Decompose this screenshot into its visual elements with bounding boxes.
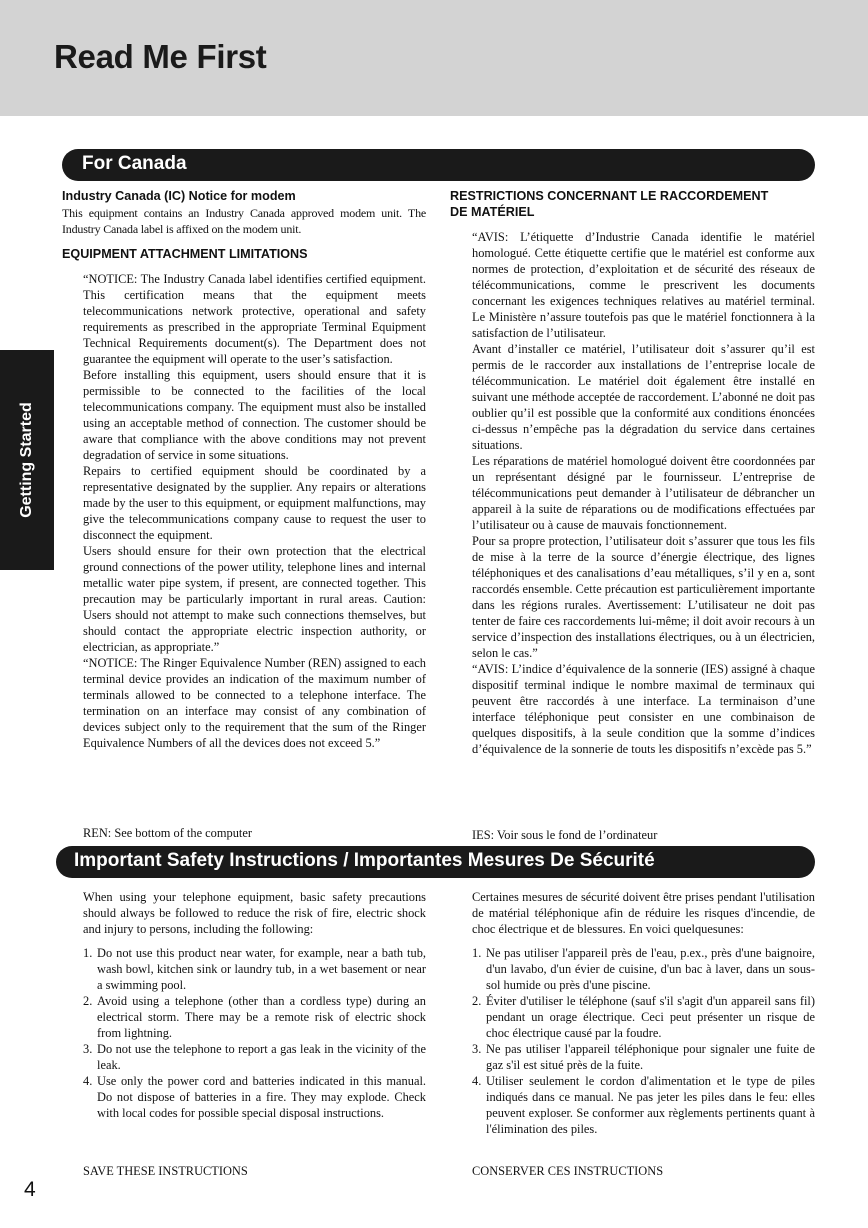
list-item: 1. Do not use this product near water, for example, near a bath tub, wash bowl, kitchen sink or laundry tub, in a wet basement or near a swimming pool. <box>83 946 426 992</box>
limitations-heading: EQUIPMENT ATTACHMENT LIMITATIONS <box>62 247 308 261</box>
restrictions-paragraph: “AVIS: L’indice d’équivalence de la sonnerie (IES) assigné à chaque dispositif terminal indique le nombre maximal de terminaux qui peuvent être raccordés à une interface. La terminaison d’une interface téléphonique peut consister en une combinaison de quelques dispositifs, à la seule condition que la somme d’indices d’équivalence de la sonnerie de touts les dispositifs n’excède pas 5.” <box>472 662 815 756</box>
restrictions-heading <box>450 188 830 220</box>
conserver-instructions-block <box>472 1163 815 1179</box>
limitations-paragraph: Repairs to certified equipment should be coordinated by a representative designated by the supplier. Any repairs or alterations made by the user to this equipment, or equipment malfunctions, may give the telecommunications company cause to request the user to disconnect the equipment. <box>83 464 426 542</box>
list-item: 2. Éviter d'utiliser le téléphone (sauf s'il s'agit d'un appareil sans fil) pendant un orage électrique. Ceci peut présenter un risque de choc électrique causé par la foudre. <box>472 994 815 1040</box>
list-item: 1. Ne pas utiliser l'appareil près de l'eau, p.ex., près d'une baignoire, d'un lavabo, d'un évier de cuisine, d'un bac à laver, dans un sous-sol humide ou près d'une piscine. <box>472 946 815 992</box>
conserver-instructions: CONSERVER CES INSTRUCTIONS <box>472 1164 664 1178</box>
limitations-paragraph: Users should ensure for their own protection that the electrical ground connections of the power utility, telephone lines and internal metallic water pipe system, if present, are connected together. This precaution may be particularly important in rural areas. Caution: Users should not attempt to make such connections themselves, but should contact the appropriate electric inspection authority, or electrician, as appropriate.” <box>83 544 426 654</box>
restrictions-heading-line: DE MATÉRIEL <box>450 205 535 219</box>
restrictions-paragraph: Les réparations de matériel homologué doivent être coordonnées par un représentant désigné par le fournisseur. L’entreprise de télécommunications peut demander à l’utilisateur de débrancher un appareil à la suite de réparations ou de modifications effectuées par l’utilisateur ou à cause de mauvais fonctionnement. <box>472 454 815 532</box>
restrictions-paragraph: Avant d’installer ce matériel, l’utilisateur doit s’assurer qu’il est permis de le raccorder aux installations de l’entreprise locale de télécommunication. Le matériel doit également être installé en suivant une méthode acceptée de raccordement. L’abonné ne doit pas oublier qu’il est possible que la conformité aux conditions énoncées ci-dessus n’empêche pas la dégradation du service dans certaines situations. <box>472 342 815 452</box>
save-instructions-block <box>83 1163 426 1179</box>
limitations-paragraph: Before installing this equipment, users should ensure that it is permissible to be connected to the facilities of the local telecommunications company. The equipment must also be installed using an acceptable method of connection. The customer should be aware that compliance with the above conditions may not prevent degradation of service in some situations. <box>83 368 426 462</box>
section-bar-safety: Important Safety Instructions / Importantes Mesures De Sécurité <box>56 846 815 878</box>
page-number: 4 <box>24 1178 36 1201</box>
list-item: 3. Do not use the telephone to report a gas leak in the vicinity of the leak. <box>83 1042 426 1072</box>
ic-notice-text-block <box>62 205 426 237</box>
list-item: 3. Ne pas utiliser l'appareil téléphonique pour signaler une fuite de gaz s'il est situé près de la fuite. <box>472 1042 815 1072</box>
ic-notice-heading: Industry Canada (IC) Notice for modem <box>62 189 296 203</box>
safety-french-block <box>472 889 815 1137</box>
ic-notice-text: This equipment contains an Industry Canada approved modem unit. The Industry Canada label is affixed on the modem unit. <box>62 206 426 236</box>
ren-note-block <box>83 825 426 841</box>
list-item: 4. Utiliser seulement le cordon d'alimentation et le type de piles indiqués dans ce manual. Ne pas jeter les piles dans le feu: elles peuvent exploser. Se conformer aux règlements pertinents quant à l'élimination des piles. <box>472 1074 815 1136</box>
side-tab-label: Getting Started <box>18 402 35 518</box>
limitations-paragraph: “NOTICE: The Industry Canada label identifies certified equipment. This certification means that the equipment meets telecommunications network protective, operational and safety requirements as prescribed in the appropriate Terminal Equipment Technical Requirements document(s). The Department does not guarantee the equipment will operate to the user’s satisfaction. <box>83 272 426 366</box>
safety-english-block <box>83 889 426 1121</box>
limitations-block <box>83 271 426 751</box>
side-tab <box>0 350 54 570</box>
ies-note-block <box>472 827 815 843</box>
ies-note: IES: Voir sous le fond de l’ordinateur <box>472 828 658 842</box>
ren-note: REN: See bottom of the computer <box>83 826 252 840</box>
safety-english-intro: When using your telephone equipment, basic safety precautions should always be followed to reduce the risk of fire, electric shock and injury to persons, including the following: <box>83 890 426 936</box>
restrictions-paragraph: “AVIS: L’étiquette d’Industrie Canada identifie le matériel homologué. Cette étiquette certifie que le matériel est conforme aux normes de protection, d’exploitation et de sécurité des réseaux de télécommunications, comme le prescrivent les documents concernant les exigences techniques relatives au matériel terminal. Le Ministère n’assure toutefois pas que le matériel fonctionnera à la satisfaction de l’utilisateur. <box>472 230 815 340</box>
safety-english-list <box>83 945 426 1121</box>
restrictions-heading-line: RESTRICTIONS CONCERNANT LE RACCORDEMENT <box>450 189 769 203</box>
section-bar-for-canada: For Canada <box>62 149 815 181</box>
restrictions-block <box>472 229 815 757</box>
safety-french-list <box>472 945 815 1137</box>
save-instructions: SAVE THESE INSTRUCTIONS <box>83 1164 248 1178</box>
list-item: 2. Avoid using a telephone (other than a cordless type) during an electrical storm. There may be a remote risk of electric shock from lightning. <box>83 994 426 1040</box>
list-item: 4. Use only the power cord and batteries indicated in this manual. Do not dispose of batteries in a fire. They may explode. Check with local codes for possible special disposal instructions. <box>83 1074 426 1120</box>
safety-french-intro: Certaines mesures de sécurité doivent être prises pendant l'utilisation de matérial téléphonique afin de réduire les risques d'incendie, de choc électrique et de blessures. En voici quelquesunes: <box>472 890 815 936</box>
restrictions-paragraph: Pour sa propre protection, l’utilisateur doit s’assurer que tous les fils de mise à la terre de la source d’énergie électrique, des lignes téléphoniques et des canalisations d’eau métalliques, s’il y en a, sont raccordés ensemble. Cette précaution est particulièrement importante dans les régions rurales. Avertissement: L’utilisateur ne doit pas tenter de faire ces raccordements lui-même; il doit avoir recours à un service d’inspection des installations électriques, ou à un électricien, selon le cas.” <box>472 534 816 660</box>
page-title: Read Me First <box>54 38 267 75</box>
limitations-paragraph: “NOTICE: The Ringer Equivalence Number (REN) assigned to each terminal device provides an indication of the maximum number of terminals allowed to be connected to a telephone interface. The termination on an interface may consist of any combination of devices subject only to the requirement that the sum of the Ringer Equivalence Numbers of all the devices does not exceed 5.” <box>83 656 426 750</box>
